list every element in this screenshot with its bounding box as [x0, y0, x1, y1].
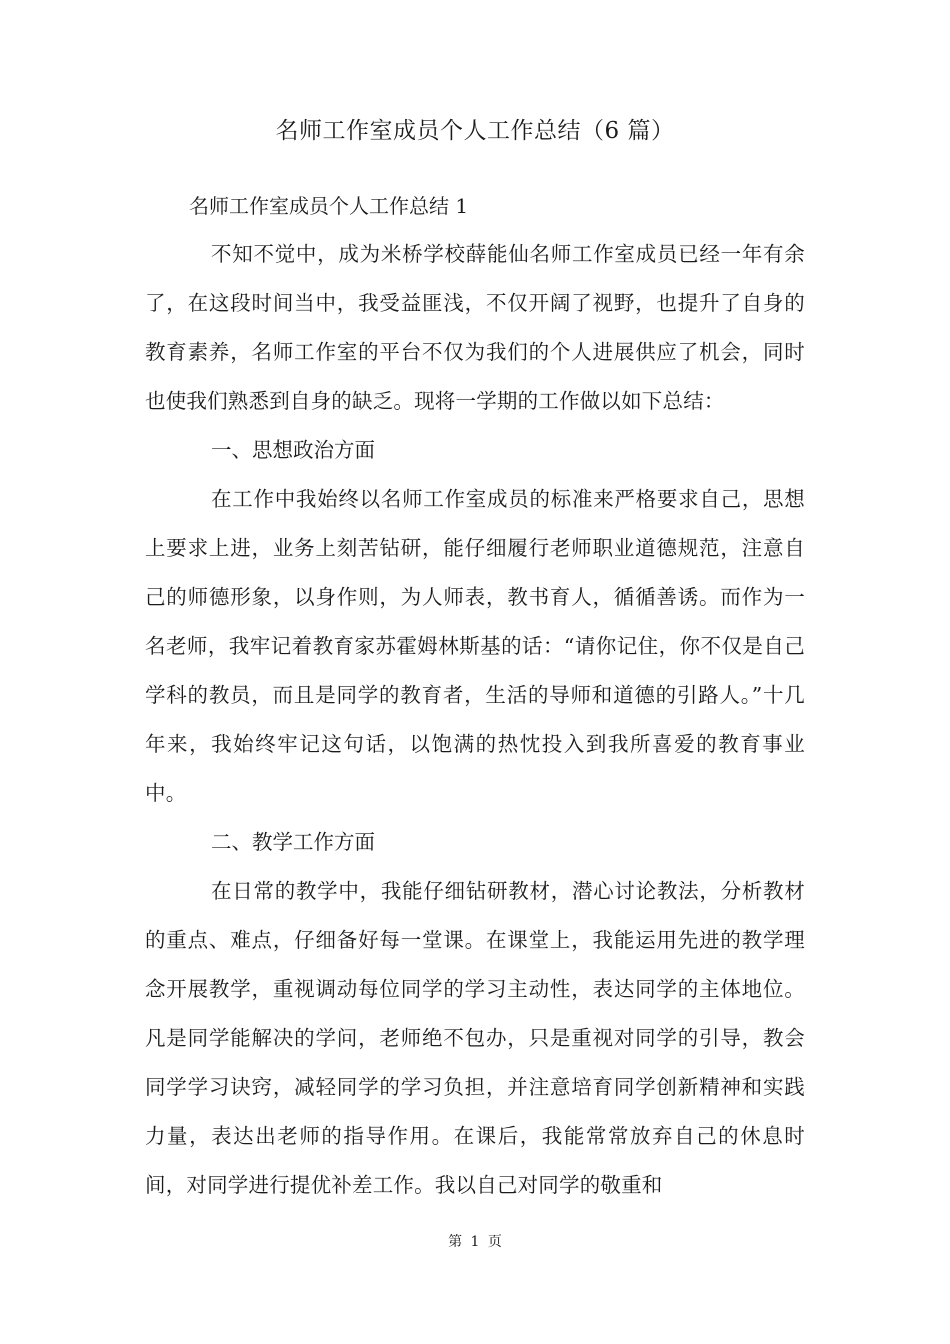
paragraph-teaching: 在日常的教学中，我能仔细钻研教材，潜心讨论教法，分析教材的重点、难点，仔细备好每一堂课。在课堂上，我能运用先进的教学理念开展教学，重视调动每位同学的学习主动性，表达同学的主体地位。凡是同学能解决的学问，老师绝不包办，只是重视对同学的引导，教会同学学习诀窍，减轻同学的学习负担，并注意培育同学创新精神和实践力量，表达出老师的指导作用。在课后，我能常常放弃自己的休息时间，对同学进行提优补差工作。我以自己对同学的敬重和 [145, 879, 805, 1197]
page-number: 第 1 页 [448, 1234, 502, 1250]
heading-teaching: 二、教学工作方面 [211, 830, 375, 854]
heading-ideology: 一、思想政治方面 [211, 438, 375, 462]
paragraph-ideology: 在工作中我始终以名师工作室成员的标准来严格要求自己，思想上要求上进，业务上刻苦钻研，能仔细履行老师职业道德规范，注意自己的师德形象，以身作则，为人师表，教书育人，循循善诱。而作为一名老师，我牢记着教育家苏霍姆林斯基的话：“请你记住，你不仅是自己学科的教员，而且是同学的教育者，生活的导师和道德的引路人。”十几年来，我始终牢记这句话，以饱满的热忱投入到我所喜爱的教育事业中。 [145, 487, 805, 805]
section-subtitle: 名师工作室成员个人工作总结 1 [189, 194, 469, 218]
document-body [145, 182, 805, 1210]
document-title: 名师工作室成员个人工作总结（6 篇） [275, 118, 675, 144]
paragraph-intro: 不知不觉中，成为米桥学校薛能仙名师工作室成员已经一年有余了，在这段时间当中，我受益匪浅，不仅开阔了视野，也提升了自身的教育素养，名师工作室的平台不仅为我们的个人进展供应了机会，同时也使我们熟悉到自身的缺乏。现将一学期的工作做以如下总结： [145, 242, 805, 413]
